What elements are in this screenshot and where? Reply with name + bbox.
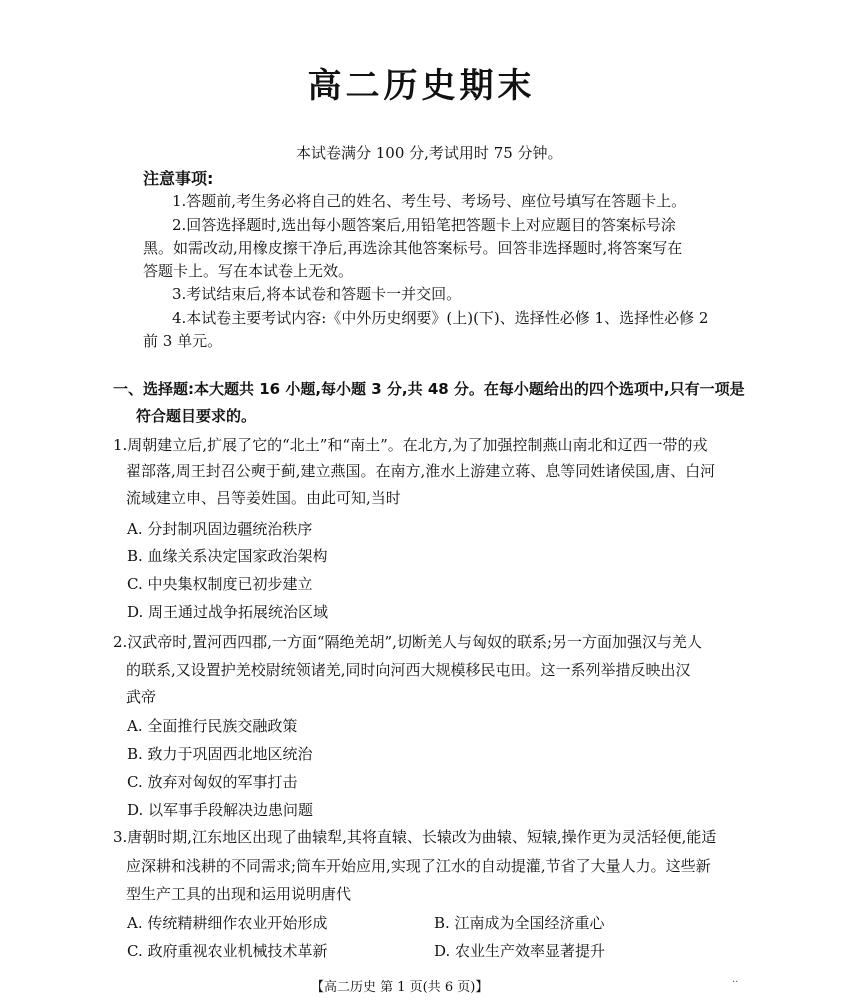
question-3-stem: 应深耕和浅耕的不同需求;筒车开始应用,实现了江水的自动提灌,节省了大量人力。这些新 (126, 857, 711, 875)
notice-line: 1.答题前,考生务必将自己的姓名、考生号、考场号、座位号填写在答题卡上。 (172, 192, 687, 210)
question-3-option-d: D. 农业生产效率显著提升 (434, 942, 606, 960)
question-2-stem: 的联系,又设置护羌校尉统领诸羌,同时向河西大规模移民屯田。这一系列举措反映出汉 (126, 661, 691, 679)
notice-line: 2.回答选择题时,选出每小题答案后,用铅笔把答题卡上对应题目的答案标号涂 (172, 216, 676, 234)
question-2-stem: 武帝 (126, 688, 157, 706)
page-title: 高二历史期末 (307, 66, 536, 106)
question-3-option-a: A. 传统精耕细作农业开始形成 (127, 914, 328, 932)
notice-heading: 注意事项: (143, 169, 214, 188)
notice-line: 黑。如需改动,用橡皮擦干净后,再选涂其他答案标号。回答非选择题时,将答案写在 (143, 239, 683, 257)
question-3-stem: 3.唐朝时期,江东地区出现了曲辕犁,其将直辕、长辕改为曲辕、短辕,操作更为灵活轻便,能适 (113, 828, 717, 846)
page-footer: 【高二历史 第 1 页(共 6 页)】 (311, 980, 489, 995)
notice-line: 4.本试卷主要考试内容:《中外历史纲要》(上)(下)、选择性必修 1、选择性必修 2 (172, 309, 709, 327)
question-1-option-b: B. 血缘关系决定国家政治架构 (127, 547, 328, 565)
question-1-option-c: C. 中央集权制度已初步建立 (127, 575, 313, 593)
question-1-option-a: A. 分封制巩固边疆统治秩序 (127, 520, 313, 538)
question-3-option-b: B. 江南成为全国经济重心 (434, 914, 605, 932)
question-3-option-c: C. 政府重视农业机械技术革新 (127, 942, 328, 960)
section-heading-cont: 符合题目要求的。 (136, 407, 257, 425)
question-2-stem: 2.汉武帝时,置河西四郡,一方面“隔绝羌胡”,切断羌人与匈奴的联系;另一方面加强汉与羌人 (113, 633, 703, 651)
section-heading: 一、选择题:本大题共 16 小题,每小题 3 分,共 48 分。在每小题给出的四个选项中,只有一项是 (113, 380, 745, 398)
corner-mark: ·· (732, 977, 739, 988)
exam-intro: 本试卷满分 100 分,考试用时 75 分钟。 (296, 144, 563, 162)
question-1-stem: 翟部落,周王封召公奭于蓟,建立燕国。在南方,淮水上游建立蒋、息等同姓诸侯国,唐、白河 (126, 462, 716, 480)
question-2-option-c: C. 放弃对匈奴的军事打击 (127, 773, 298, 791)
notice-line: 3.考试结束后,将本试卷和答题卡一并交回。 (172, 285, 462, 303)
question-2-option-a: A. 全面推行民族交融政策 (127, 717, 298, 735)
question-1-stem: 1.周朝建立后,扩展了它的“北土”和“南土”。在北方,为了加强控制燕山南北和辽西一带的戎 (113, 436, 708, 454)
notice-line: 前 3 单元。 (143, 332, 223, 350)
notice-line: 答题卡上。写在本试卷上无效。 (143, 262, 354, 280)
question-2-option-b: B. 致力于巩固西北地区统治 (127, 745, 313, 763)
question-3-stem: 型生产工具的出现和运用说明唐代 (126, 885, 352, 903)
question-2-option-d: D. 以军事手段解决边患问题 (127, 801, 314, 819)
question-1-stem: 流域建立申、吕等姜姓国。由此可知,当时 (126, 489, 401, 507)
question-1-option-d: D. 周王通过战争拓展统治区域 (127, 603, 329, 621)
